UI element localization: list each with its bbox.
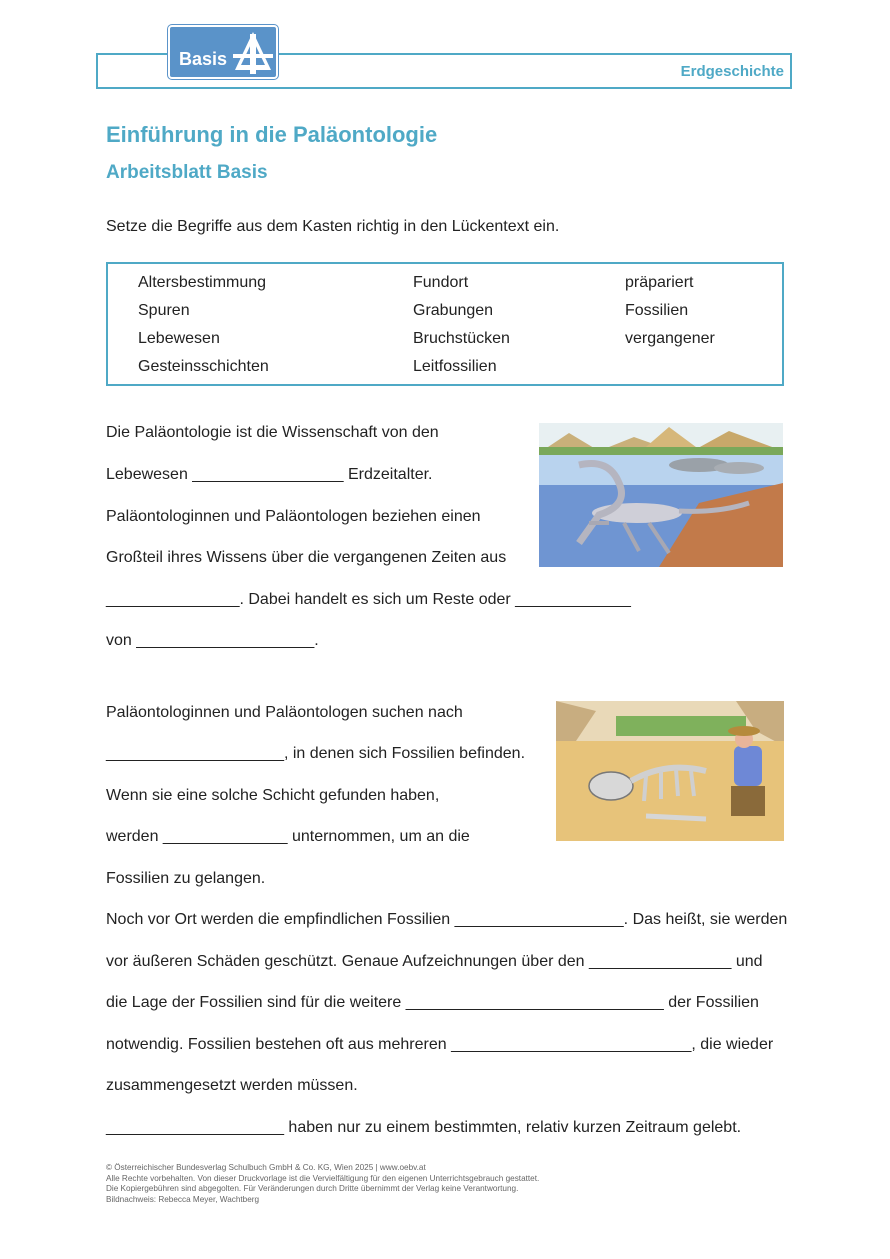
word-item: präpariert xyxy=(625,274,694,291)
word-item: Grabungen xyxy=(413,302,494,319)
cloze-line: ____________________ haben nur zu einem bestimmten, relativ kurzen Zeitraum gelebt. xyxy=(106,1119,742,1136)
word-item: vergangener xyxy=(625,330,715,347)
word-item: Lebewesen xyxy=(138,330,220,347)
logo-text: Basis xyxy=(179,49,228,69)
cloze-line: Lebewesen _________________ Erdzeitalter. xyxy=(106,466,433,483)
triangle-logo-icon xyxy=(233,30,273,74)
cloze-line: die Lage der Fossilien sind für die weitere _____________________________ der Fossilien xyxy=(106,994,759,1011)
footer xyxy=(106,1163,539,1205)
page-subtitle: Arbeitsblatt Basis xyxy=(106,162,268,183)
cloze-line: vor äußeren Schäden geschützt. Genaue Aufzeichnungen über den ________________ und xyxy=(106,953,763,970)
footer-line: Alle Rechte vorbehalten. Von dieser Druckvorlage ist die Vervielfältigung für den eigenen Unterrichtsgebrauch gestattet. xyxy=(106,1173,540,1183)
cloze-line: _______________. Dabei handelt es sich um Reste oder _____________ xyxy=(106,591,631,608)
word-item: Leitfossilien xyxy=(413,358,497,375)
cloze-line: Noch vor Ort werden die empfindlichen Fossilien ___________________. Das heißt, sie werden xyxy=(106,911,788,928)
basis-logo xyxy=(168,25,278,79)
word-item: Fundort xyxy=(413,274,469,291)
word-item: Gesteinsschichten xyxy=(138,358,269,375)
word-item: Fossilien xyxy=(625,302,689,319)
instruction-text: Setze die Begriffe aus dem Kasten richtig in den Lückentext ein. xyxy=(106,218,560,235)
cloze-line: zusammengesetzt werden müssen. xyxy=(106,1077,358,1094)
footer-line: Die Kopiergebühren sind abgegolten. Für Veränderungen durch Dritte übernimmt der Verlag keine Verantwortung. xyxy=(106,1184,519,1193)
cloze-line: werden ______________ unternommen, um an die xyxy=(106,828,470,845)
cloze-line: Großteil ihres Wissens über die vergangenen Zeiten aus xyxy=(106,549,507,566)
cloze-line: Paläontologinnen und Paläontologen beziehen einen xyxy=(106,508,481,525)
word-item: Bruchstücken xyxy=(413,330,510,347)
illustration-sea-reptile xyxy=(539,423,783,567)
cloze-line: notwendig. Fossilien bestehen oft aus mehreren ___________________________, die wieder xyxy=(106,1036,774,1053)
cloze-line: Wenn sie eine solche Schicht gefunden haben, xyxy=(106,787,440,804)
subject-label: Erdgeschichte xyxy=(680,63,784,80)
cloze-line: ____________________, in denen sich Fossilien befinden. xyxy=(106,745,526,762)
word-item: Altersbestimmung xyxy=(138,274,267,291)
cloze-line: Paläontologinnen und Paläontologen suchen nach xyxy=(106,704,463,721)
illustration-excavation xyxy=(556,701,784,841)
footer-line: Bildnachweis: Rebecca Meyer, Wachtberg xyxy=(106,1194,260,1204)
cloze-line: Fossilien zu gelangen. xyxy=(106,870,266,887)
cloze-line: Die Paläontologie ist die Wissenschaft von den xyxy=(106,424,439,441)
page-title: Einführung in die Paläontologie xyxy=(106,122,438,147)
cloze-line: von ____________________. xyxy=(106,632,319,649)
word-box xyxy=(106,262,784,386)
footer-line: © Österreichischer Bundesverlag Schulbuch GmbH & Co. KG, Wien 2025 | www.oebv.at xyxy=(106,1163,426,1172)
word-item: Spuren xyxy=(138,302,190,319)
